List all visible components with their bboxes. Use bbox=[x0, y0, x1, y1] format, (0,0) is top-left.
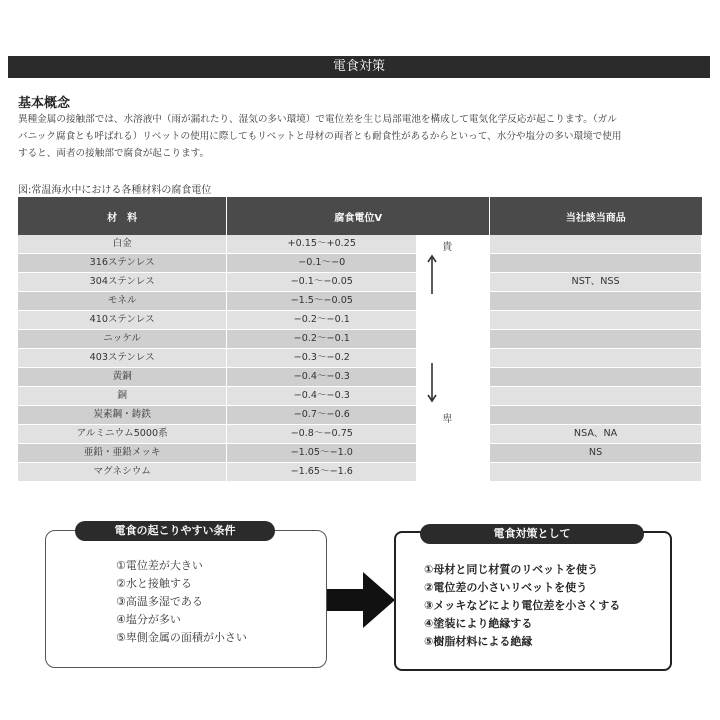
material-cell: 304ステンレス bbox=[18, 273, 227, 292]
table-row bbox=[18, 273, 702, 292]
product-cell bbox=[490, 254, 702, 273]
table-row bbox=[18, 444, 702, 463]
table-row bbox=[18, 425, 702, 444]
potential-cell: −1.65〜−1.6 bbox=[227, 463, 417, 482]
figure-caption: 図:常温海水中における各種材料の腐食電位 bbox=[18, 185, 212, 196]
table-row bbox=[18, 406, 702, 425]
table-row bbox=[18, 311, 702, 330]
up-arrow-icon bbox=[426, 254, 438, 294]
corrosion-potential-table bbox=[18, 197, 702, 482]
intro-line: バニック腐食とも呼ばれる）リベットの使用に際してもリベットと母材の両者とも耐食性があるからといって、水分や塩分の多い環境で使用 bbox=[18, 131, 622, 142]
potential-cell: −1.5〜−0.05 bbox=[227, 292, 417, 311]
material-cell: モネル bbox=[18, 292, 227, 311]
intro-paragraph bbox=[18, 111, 708, 162]
product-cell bbox=[490, 311, 702, 330]
potential-cell: −0.2〜−0.1 bbox=[227, 330, 417, 349]
right-arrow-icon bbox=[327, 572, 395, 628]
material-cell: 炭素鋼・鋳鉄 bbox=[18, 406, 227, 425]
potential-cell: −0.1〜−0 bbox=[227, 254, 417, 273]
potential-cell: −0.4〜−0.3 bbox=[227, 387, 417, 406]
countermeasures-title: 電食対策として bbox=[420, 524, 644, 544]
potential-cell: −1.05〜−1.0 bbox=[227, 444, 417, 463]
countermeasures-list bbox=[424, 561, 620, 651]
intro-line: 異種金属の接触部では、水溶液中（雨が漏れたり、湿気の多い環境）で電位差を生じ局部電池を構成して電気化学反応が起こります。（ガル bbox=[18, 114, 617, 125]
table-row bbox=[18, 292, 702, 311]
list-item: ①電位差が大きい bbox=[116, 559, 203, 572]
table-row bbox=[18, 254, 702, 273]
header-product: 当社該当商品 bbox=[490, 197, 702, 235]
list-item: ⑤樹脂材料による絶縁 bbox=[424, 635, 533, 648]
table-row bbox=[18, 235, 702, 254]
list-item: ②電位差の小さいリベットを使う bbox=[424, 581, 588, 594]
product-cell bbox=[490, 292, 702, 311]
product-cell: NST、NSS bbox=[490, 273, 702, 292]
noble-label: 貴 bbox=[442, 242, 453, 253]
material-cell: 銅 bbox=[18, 387, 227, 406]
page-title-bar bbox=[8, 56, 710, 78]
list-item: ⑤卑側金属の面積が小さい bbox=[116, 631, 247, 644]
material-cell: マグネシウム bbox=[18, 463, 227, 482]
potential-cell: −0.3〜−0.2 bbox=[227, 349, 417, 368]
product-cell bbox=[490, 349, 702, 368]
material-cell: 亜鉛・亜鉛メッキ bbox=[18, 444, 227, 463]
product-cell: NSA、NA bbox=[490, 425, 702, 444]
list-item: ④塗装により絶縁する bbox=[424, 617, 533, 630]
down-arrow-icon bbox=[426, 363, 438, 403]
conditions-list bbox=[116, 557, 247, 647]
material-cell: 410ステンレス bbox=[18, 311, 227, 330]
material-cell: 黄銅 bbox=[18, 368, 227, 387]
table-row bbox=[18, 330, 702, 349]
product-cell bbox=[490, 387, 702, 406]
product-cell bbox=[490, 330, 702, 349]
table-header-row bbox=[18, 197, 702, 235]
table-row bbox=[18, 387, 702, 406]
material-cell: 白金 bbox=[18, 235, 227, 254]
material-cell: 316ステンレス bbox=[18, 254, 227, 273]
product-cell bbox=[490, 235, 702, 254]
product-cell bbox=[490, 406, 702, 425]
countermeasures-panel bbox=[394, 531, 672, 671]
material-cell: アルミニウム5000系 bbox=[18, 425, 227, 444]
page-title: 電食対策 bbox=[332, 59, 385, 74]
list-item: ④塩分が多い bbox=[116, 613, 181, 626]
list-item: ③メッキなどにより電位差を小さくする bbox=[424, 599, 621, 612]
header-potential: 腐食電位V bbox=[227, 197, 490, 235]
material-cell: ニッケル bbox=[18, 330, 227, 349]
potential-cell: +0.15〜+0.25 bbox=[227, 235, 417, 254]
list-item: ①母材と同じ材質のリベットを使う bbox=[424, 563, 599, 576]
nobility-indicator bbox=[417, 235, 490, 482]
list-item: ②水と接触する bbox=[116, 577, 192, 590]
potential-cell: −0.2〜−0.1 bbox=[227, 311, 417, 330]
potential-cell: −0.8〜−0.75 bbox=[227, 425, 417, 444]
potential-cell: −0.4〜−0.3 bbox=[227, 368, 417, 387]
list-item: ③高温多湿である bbox=[116, 595, 203, 608]
product-cell bbox=[490, 368, 702, 387]
product-cell bbox=[490, 463, 702, 482]
section-heading: 基本概念 bbox=[18, 96, 71, 111]
potential-cell: −0.1〜−0.05 bbox=[227, 273, 417, 292]
intro-line: すると、両者の接触部で腐食が起こります。 bbox=[18, 148, 210, 159]
table-row bbox=[18, 368, 702, 387]
potential-cell: −0.7〜−0.6 bbox=[227, 406, 417, 425]
conditions-panel bbox=[45, 530, 327, 668]
material-cell: 403ステンレス bbox=[18, 349, 227, 368]
base-label: 卑 bbox=[442, 414, 453, 425]
conditions-title: 電食の起こりやすい条件 bbox=[75, 521, 275, 541]
table-row bbox=[18, 349, 702, 368]
product-cell: NS bbox=[490, 444, 702, 463]
table-row bbox=[18, 463, 702, 482]
header-material: 材 料 bbox=[18, 197, 227, 235]
